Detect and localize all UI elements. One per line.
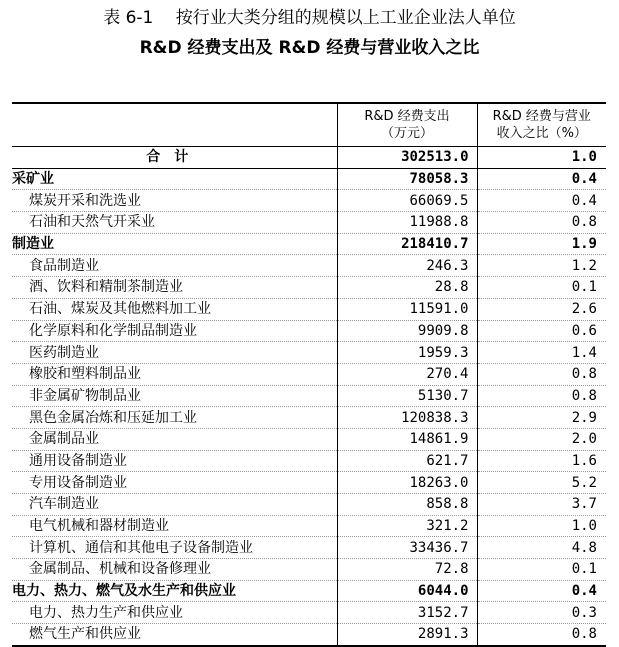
table-row (12, 494, 606, 516)
rd-ratio-cell: 1.0 (477, 147, 606, 169)
industry-name-cell: 酒、饮料和精制茶制造业 (12, 277, 337, 299)
industry-name-cell: 金属制品业 (12, 428, 337, 450)
rd-ratio-cell: 2.6 (477, 298, 606, 320)
table-row (12, 147, 606, 169)
industry-name-cell: 黑色金属冶炼和压延加工业 (12, 407, 337, 429)
rd-expenditure-cell: 66069.5 (337, 190, 477, 212)
rd-header-line2: （万元） (380, 126, 433, 141)
rd-expenditure-table (12, 102, 606, 647)
rd-expenditure-cell: 2891.3 (337, 624, 477, 646)
table-row (12, 212, 606, 234)
table-row (12, 450, 606, 472)
rd-expenditure-cell: 14861.9 (337, 428, 477, 450)
rd-expenditure-cell: 11591.0 (337, 298, 477, 320)
table-row (12, 190, 606, 212)
table-row (12, 385, 606, 407)
industry-name-cell: 煤炭开采和洗选业 (12, 190, 337, 212)
rd-expenditure-cell: 1959.3 (337, 342, 477, 364)
industry-name-cell: 燃气生产和供应业 (12, 624, 337, 646)
rd-expenditure-cell: 246.3 (337, 255, 477, 277)
rd-expenditure-cell: 321.2 (337, 515, 477, 537)
rd-ratio-cell: 0.1 (477, 559, 606, 581)
ratio-column-header (477, 103, 606, 147)
rd-expenditure-cell: 72.8 (337, 559, 477, 581)
table-row (12, 580, 606, 602)
table-row (12, 602, 606, 624)
rd-ratio-cell: 1.6 (477, 450, 606, 472)
rd-expenditure-cell: 11988.8 (337, 212, 477, 234)
rd-ratio-cell: 0.8 (477, 363, 606, 385)
industry-name-cell: 专用设备制造业 (12, 472, 337, 494)
rd-ratio-cell: 0.8 (477, 624, 606, 646)
industry-name-cell: 石油和天然气开采业 (12, 212, 337, 234)
table-title-line1: 表 6-1 按行业大类分组的规模以上工业企业法人单位 (103, 8, 516, 28)
rd-ratio-cell: 1.0 (477, 515, 606, 537)
rd-ratio-cell: 1.4 (477, 342, 606, 364)
industry-column-header (12, 103, 337, 147)
rd-ratio-cell: 0.1 (477, 277, 606, 299)
table-row (12, 515, 606, 537)
table-row (12, 363, 606, 385)
rd-header-line1: R&D 经费支出 (364, 109, 450, 124)
rd-ratio-cell: 1.2 (477, 255, 606, 277)
rd-expenditure-cell: 3152.7 (337, 602, 477, 624)
table-row (12, 472, 606, 494)
rd-ratio-cell: 0.6 (477, 320, 606, 342)
industry-name-cell: 金属制品、机械和设备修理业 (12, 559, 337, 581)
industry-name-cell: 非金属矿物制品业 (12, 385, 337, 407)
rd-expenditure-cell: 621.7 (337, 450, 477, 472)
rd-expenditure-cell: 270.4 (337, 363, 477, 385)
rd-ratio-cell: 0.3 (477, 602, 606, 624)
industry-name-cell: 食品制造业 (12, 255, 337, 277)
industry-name-cell: 汽车制造业 (12, 494, 337, 516)
rd-expenditure-column-header (337, 103, 477, 147)
industry-name-cell: 电气机械和器材制造业 (12, 515, 337, 537)
rd-expenditure-cell: 6044.0 (337, 580, 477, 602)
rd-expenditure-cell: 120838.3 (337, 407, 477, 429)
rd-expenditure-cell: 858.8 (337, 494, 477, 516)
rd-ratio-cell: 0.4 (477, 190, 606, 212)
industry-name-cell: 制造业 (12, 233, 337, 255)
industry-name-cell: 化学原料和化学制品制造业 (12, 320, 337, 342)
rd-expenditure-cell: 5130.7 (337, 385, 477, 407)
rd-ratio-cell: 2.9 (477, 407, 606, 429)
rd-expenditure-cell: 9909.8 (337, 320, 477, 342)
industry-name-cell: 电力、热力生产和供应业 (12, 602, 337, 624)
rd-ratio-cell: 2.0 (477, 428, 606, 450)
rd-ratio-cell: 1.9 (477, 233, 606, 255)
rd-expenditure-cell: 218410.7 (337, 233, 477, 255)
table-row (12, 428, 606, 450)
rd-ratio-cell: 5.2 (477, 472, 606, 494)
industry-name-cell: 电力、热力、燃气及水生产和供应业 (12, 580, 337, 602)
table-row (12, 277, 606, 299)
industry-name-cell: 医药制造业 (12, 342, 337, 364)
table-row (12, 537, 606, 559)
industry-name-cell: 采矿业 (12, 168, 337, 190)
table-row (12, 298, 606, 320)
industry-name-cell: 橡胶和塑料制品业 (12, 363, 337, 385)
rd-ratio-cell: 4.8 (477, 537, 606, 559)
rd-ratio-cell: 0.4 (477, 168, 606, 190)
table-row (12, 233, 606, 255)
industry-name-cell: 合计 (12, 147, 337, 169)
industry-name-cell: 石油、煤炭及其他燃料加工业 (12, 298, 337, 320)
rd-expenditure-cell: 78058.3 (337, 168, 477, 190)
ratio-header-line2: 收入之比（%） (496, 126, 587, 141)
rd-ratio-cell: 0.8 (477, 212, 606, 234)
rd-expenditure-cell: 28.8 (337, 277, 477, 299)
table-row (12, 342, 606, 364)
table-row (12, 320, 606, 342)
rd-ratio-cell: 0.4 (477, 580, 606, 602)
table-body (12, 147, 606, 646)
ratio-header-line1: R&D 经费与营业 (492, 109, 591, 124)
industry-name-cell: 通用设备制造业 (12, 450, 337, 472)
table-row (12, 168, 606, 190)
rd-ratio-cell: 0.8 (477, 385, 606, 407)
rd-ratio-cell: 3.7 (477, 494, 606, 516)
rd-expenditure-cell: 302513.0 (337, 147, 477, 169)
table-row (12, 407, 606, 429)
table-row (12, 624, 606, 646)
table-row (12, 559, 606, 581)
table-title-line2: R&D 经费支出及 R&D 经费与营业收入之比 (139, 38, 480, 58)
industry-name-cell: 计算机、通信和其他电子设备制造业 (12, 537, 337, 559)
rd-expenditure-cell: 18263.0 (337, 472, 477, 494)
header-row (12, 103, 606, 147)
table-row (12, 255, 606, 277)
rd-expenditure-cell: 33436.7 (337, 537, 477, 559)
